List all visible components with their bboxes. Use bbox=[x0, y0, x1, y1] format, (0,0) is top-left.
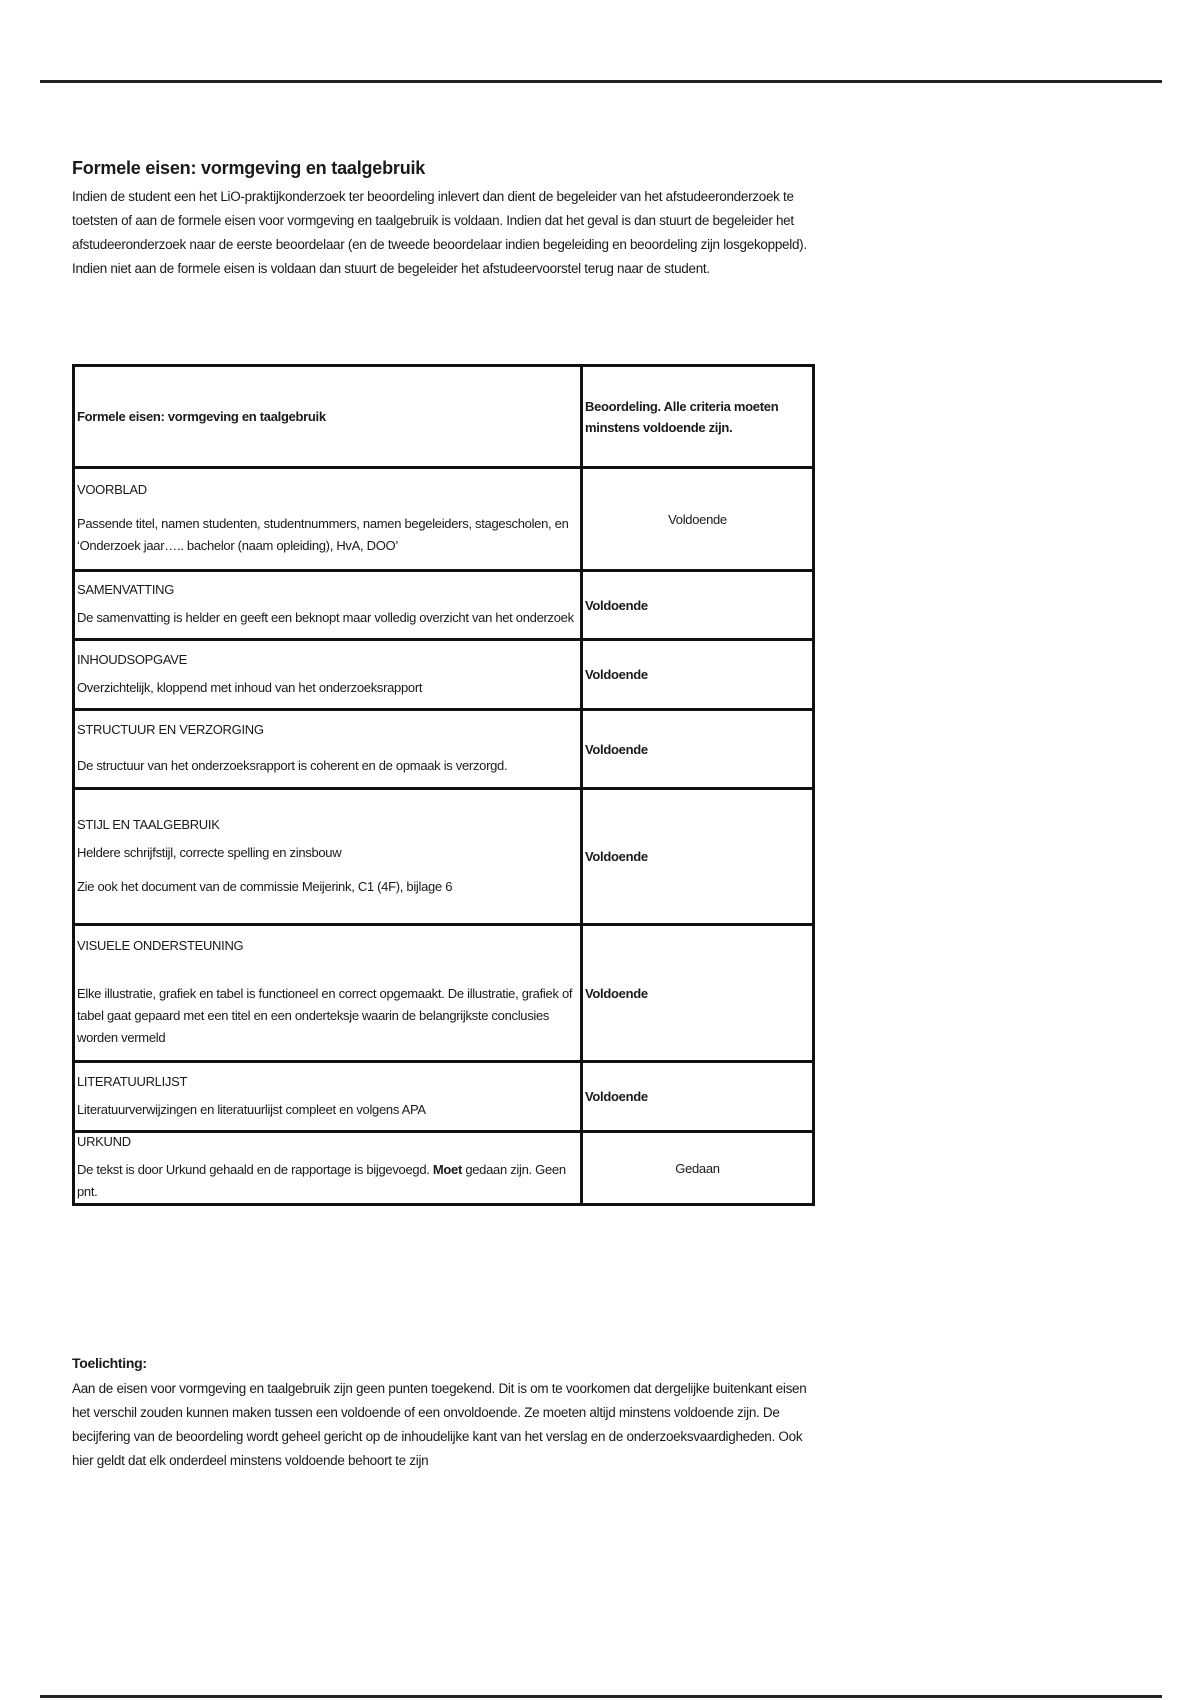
grade-cell: Voldoende bbox=[582, 789, 814, 925]
criterion-cell bbox=[74, 789, 582, 925]
grade-cell: Voldoende bbox=[582, 710, 814, 789]
table-row bbox=[74, 571, 814, 640]
table-row bbox=[74, 1062, 814, 1132]
urkund-text-start: De tekst is door Urkund gehaald en de rapportage is bijgevoegd. bbox=[77, 1162, 433, 1177]
grade-cell: Voldoende bbox=[582, 571, 814, 640]
criterion-title: STIJL EN TAALGEBRUIK bbox=[77, 816, 220, 832]
criterion-description: Elke illustratie, grafiek en tabel is functioneel en correct opgemaakt. De illustratie, grafiek of tabel gaat gepaard met een titel en een onderteksje waarin de belangrijkste conclusies worden vermeld bbox=[77, 986, 573, 1045]
table-row bbox=[74, 640, 814, 710]
criteria-table bbox=[72, 364, 815, 1206]
table-row bbox=[74, 925, 814, 1062]
intro-section bbox=[72, 158, 812, 281]
criterion-description: Literatuurverwijzingen en literatuurlijst compleet en volgens APA bbox=[77, 1101, 426, 1117]
table-row bbox=[74, 468, 814, 571]
intro-paragraph: Indien de student een het LiO-praktijkonderzoek ter beoordeling inlevert dan dient de begeleider van het afstudeeronderzoek te toetsten of aan de formele eisen voor vormgeving en taalgebruik is voldaan. Indien dat het geval is dan stuurt de begeleider het afstudeeronderzoek naar de eerste beoordelaar (en de tweede beoordelaar indien begeleiding en beoordeling zijn losgekoppeld). Indien niet aan de formele eisen is voldaan dan stuurt de begeleider het afstudeervoorstel terug naar de student. bbox=[72, 189, 807, 276]
header-assessment bbox=[582, 366, 814, 468]
criterion-cell bbox=[74, 571, 582, 640]
grade-cell: Voldoende bbox=[582, 1062, 814, 1132]
header-assessment-text: Beoordeling. Alle criteria moeten minstens voldoende zijn. bbox=[585, 398, 779, 435]
footer-rule bbox=[40, 1695, 1162, 1698]
note-heading: Toelichting: bbox=[72, 1355, 147, 1371]
intro-heading: Formele eisen: vormgeving en taalgebruik bbox=[72, 158, 426, 178]
table-row bbox=[74, 789, 814, 925]
criterion-cell bbox=[74, 640, 582, 710]
header-criteria: Formele eisen: vormgeving en taalgebruik bbox=[74, 366, 582, 468]
note-paragraph: Aan de eisen voor vormgeving en taalgebruik zijn geen punten toegekend. Dit is om te voorkomen dat dergelijke buitenkant eisen het verschil zouden kunnen maken tussen een voldoende of een onvoldoende. Ze moeten altijd minstens voldoende zijn. De becijfering van de beoordeling wordt geheel gericht op de inhoudelijke kant van het verslag en de onderzoeksvaardigheden. Ook hier geldt dat elk onderdeel minstens voldoende behoort te zijn bbox=[72, 1381, 807, 1468]
table-header-row bbox=[74, 366, 814, 468]
table-row bbox=[74, 1132, 814, 1205]
criterion-cell bbox=[74, 1132, 582, 1205]
note-section bbox=[72, 1355, 817, 1473]
grade-cell: Voldoende bbox=[582, 468, 814, 571]
criterion-description bbox=[77, 1159, 578, 1203]
grade-cell: Voldoende bbox=[582, 925, 814, 1062]
criterion-cell bbox=[74, 710, 582, 789]
criterion-title: INHOUDSOPGAVE bbox=[77, 651, 187, 667]
table-row bbox=[74, 710, 814, 789]
urkund-text-bold: Moet bbox=[432, 1162, 463, 1177]
grade-cell: Gedaan bbox=[582, 1132, 814, 1205]
criterion-description: Heldere schrijfstijl, correcte spelling en zinsbouw bbox=[77, 844, 342, 860]
criterion-title: VOORBLAD bbox=[77, 482, 147, 497]
urkund-text-end: gedaan zijn. Geen pnt. bbox=[77, 1162, 566, 1199]
criterion-title: SAMENVATTING bbox=[77, 582, 175, 597]
criterion-cell bbox=[74, 925, 582, 1062]
header-rule bbox=[40, 80, 1162, 83]
criterion-title: URKUND bbox=[77, 1134, 131, 1149]
criterion-description: De samenvatting is helder en geeft een beknopt maar volledig overzicht van het onderzoek bbox=[77, 610, 574, 625]
criterion-title: VISUELE ONDERSTEUNING bbox=[77, 938, 244, 953]
criterion-description: Passende titel, namen studenten, studentnummers, namen begeleiders, stagescholen, en ‘Onderzoek jaar….. bachelor (naam opleiding), HvA, DOO’ bbox=[77, 516, 569, 553]
criterion-description: Overzichtelijk, kloppend met inhoud van het onderzoeksrapport bbox=[77, 679, 423, 695]
criterion-cell bbox=[74, 468, 582, 571]
criterion-title: STRUCTUUR EN VERZORGING bbox=[77, 722, 264, 737]
criterion-title: LITERATUURLIJST bbox=[77, 1073, 188, 1089]
criterion-description: Zie ook het document van de commissie Meijerink, C1 (4F), bijlage 6 bbox=[77, 878, 453, 894]
criterion-cell bbox=[74, 1062, 582, 1132]
grade-cell: Voldoende bbox=[582, 640, 814, 710]
criterion-description: De structuur van het onderzoeksrapport is coherent en de opmaak is verzorgd. bbox=[77, 758, 508, 773]
